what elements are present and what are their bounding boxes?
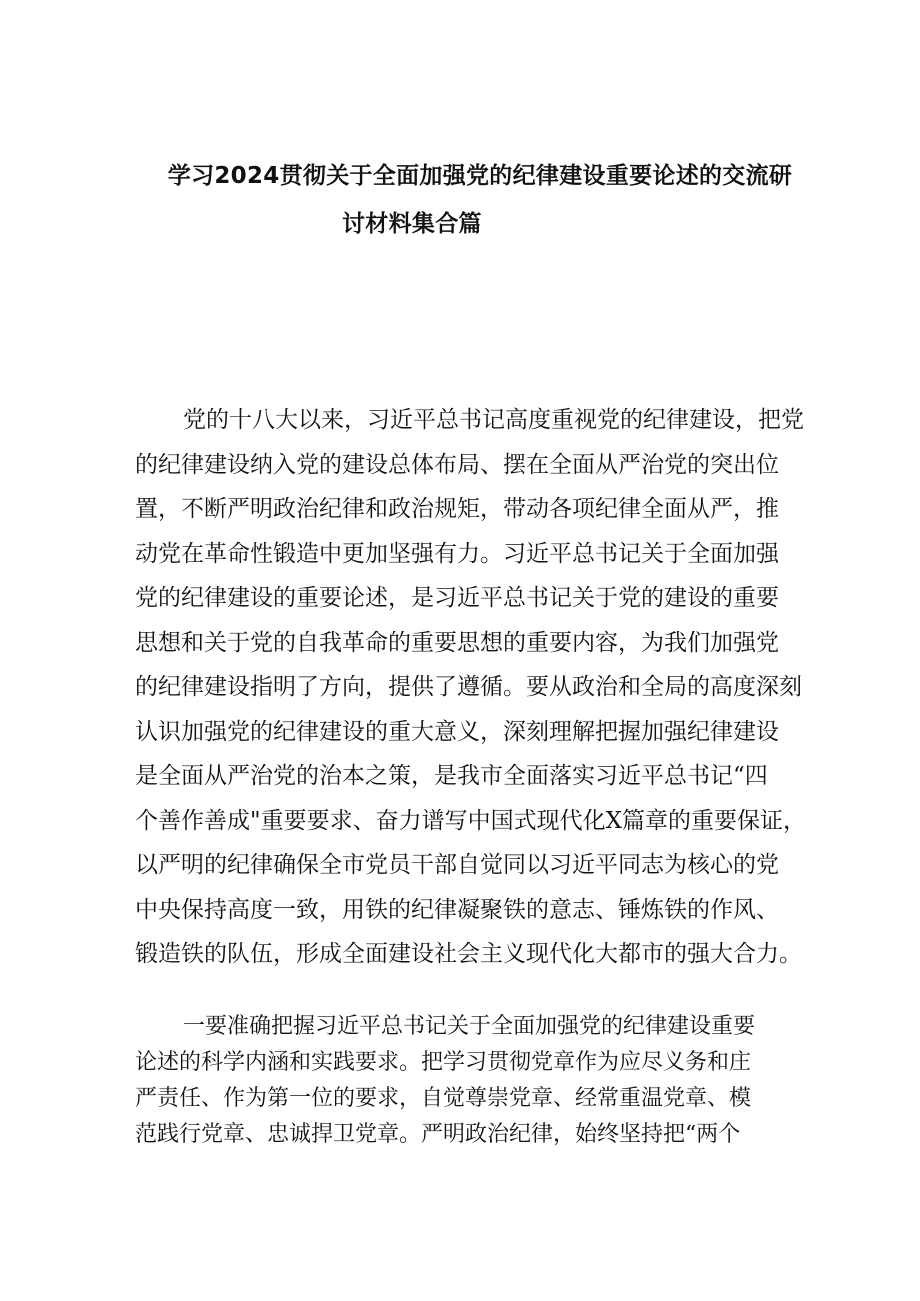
paragraph-line: 中央保持高度一致，用铁的纪律凝聚铁的意志、锤炼铁的作风、 — [135, 896, 779, 923]
paragraph-line: 论述的科学内涵和实践要求。把学习贯彻党章作为应尽义务和庄 — [135, 1050, 752, 1075]
paragraph-line: 严责任、作为第一位的要求，自觉尊崇党章、经常重温党章、模 — [135, 1086, 752, 1111]
paragraph-line: 是全面从严治党的治本之策，是我市全面落实习近平总书记“四 — [135, 763, 768, 789]
paragraph-line: 个善作善成"重要要求、奋力谱写中国式现代化X篇章的重要保证， — [135, 807, 806, 834]
title-line: 讨材料集合篇 — [342, 211, 482, 237]
paragraph-line: 的纪律建设纳入党的建设总体布局、摆在全面从严治党的突出位 — [135, 451, 779, 478]
paragraph-line: 思想和关于党的自我革命的重要思想的重要内容，为我们加强党 — [135, 629, 779, 656]
paragraph-line: 范践行党章、忠诚捍卫党章。严明政治纪律，始终坚持把“两个 — [135, 1122, 741, 1147]
paragraph-line: 动党在革命性锻造中更加坚强有力。习近平总书记关于全面加强 — [135, 540, 779, 567]
paragraph-line: 党的纪律建设的重要论述，是习近平总书记关于党的建设的重要 — [135, 585, 779, 611]
paragraph-line: 一要准确把握习近平总书记关于全面加强党的纪律建设重要 — [183, 1014, 756, 1039]
body-paragraph-2 — [135, 1009, 790, 1153]
paragraph-line: 以严明的纪律确保全市党员干部自觉同以习近平同志为核心的党 — [135, 852, 779, 878]
paragraph-line: 锻造铁的队伍，形成全面建设社会主义现代化大都市的强大合力。 — [135, 941, 802, 967]
body-paragraph-1 — [135, 398, 806, 977]
paragraph-line: 党的十八大以来，习近平总书记高度重视党的纪律建设，把党 — [183, 407, 804, 433]
title-line: 学习2024贯彻关于全面加强党的纪律建设重要论述的交流研 — [167, 163, 793, 189]
paragraph-line: 认识加强党的纪律建设的重大意义，深刻理解把握加强纪律建设 — [135, 718, 779, 745]
paragraph-line: 的纪律建设指明了方向，提供了遵循。要从政治和全局的高度深刻 — [135, 674, 802, 700]
paragraph-line: 置，不断严明政治纪律和政治规矩，带动各项纪律全面从严，推 — [135, 496, 779, 522]
document-title — [150, 152, 810, 248]
